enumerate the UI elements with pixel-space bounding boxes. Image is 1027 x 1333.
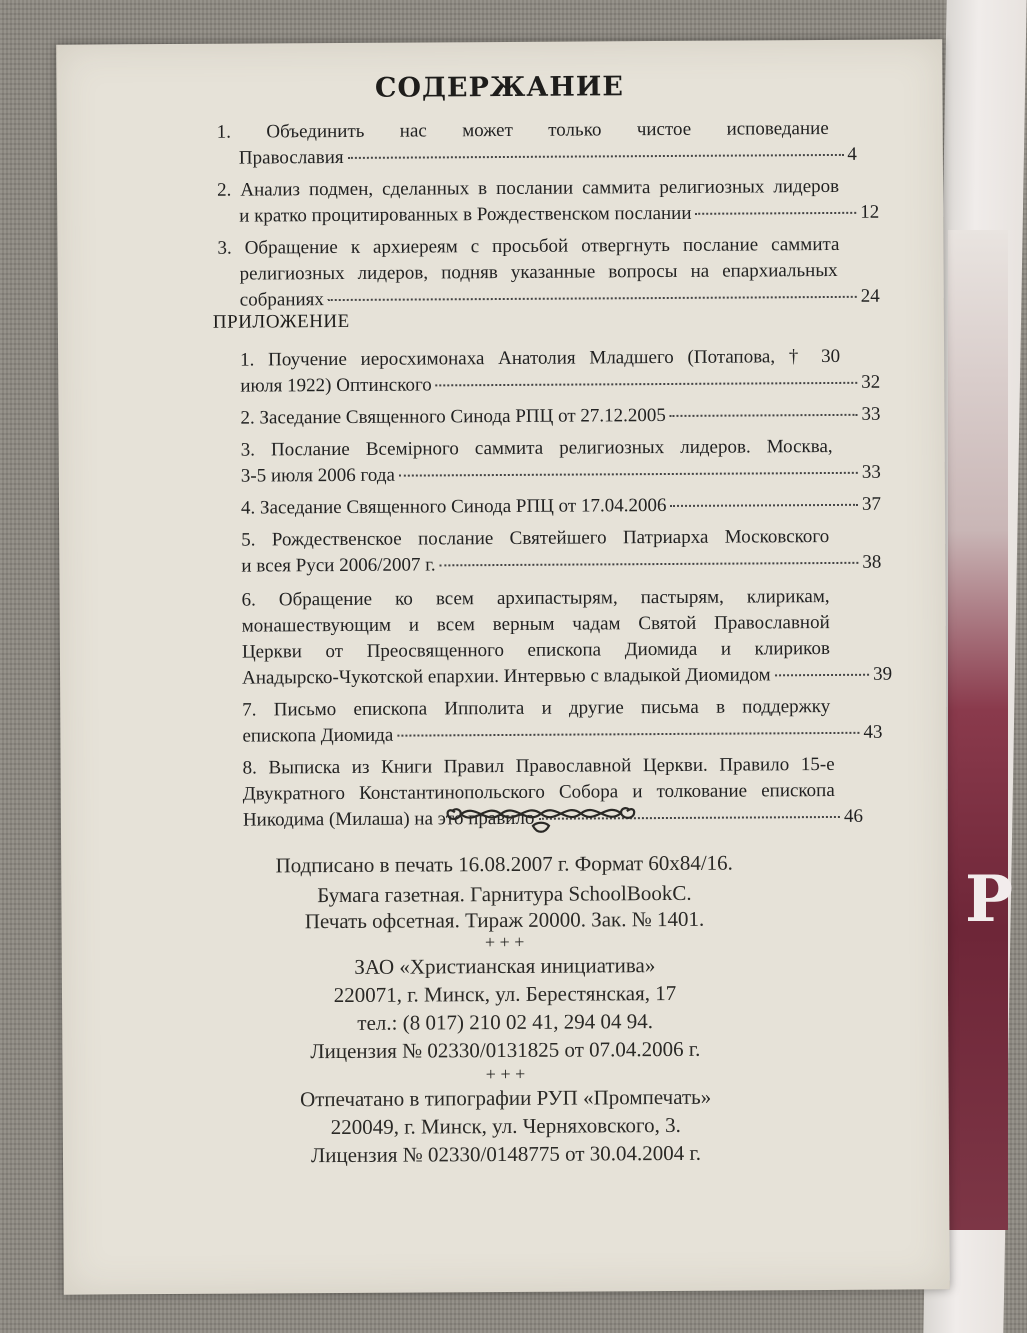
dot-leader — [695, 212, 856, 215]
appendix-item-6-text: Анадырско-Чукотской епархии. Интервью с владыкой Диомидом — [241, 664, 771, 689]
imprint-line-publisher: ЗАО «Христианская инициатива» — [354, 953, 656, 979]
appendix-heading: ПРИЛОЖЕНИЕ — [212, 310, 350, 333]
toc-item-2-text: и кратко процитированных в Рождественском послании — [239, 202, 692, 227]
appendix-item-1-line-1: 1. Поучение иеросхимонаха Анатолия Младшего (Потапова, † 30 — [240, 345, 841, 371]
dot-leader — [397, 732, 859, 737]
appendix-item-6-line-2: монашествующим и всем верным чадам Святой Православной — [241, 612, 830, 637]
appendix-item-5-last-line — [241, 552, 881, 578]
appendix-item-8-text: Никодима (Милаша) на это правило — [242, 807, 535, 831]
appendix-item-4-line — [241, 494, 881, 520]
toc-item-1-text: Православия — [238, 146, 344, 169]
appendix-item-4-text: 4. Заседание Священного Синода РПЦ от 17.04.2006 — [240, 494, 667, 519]
imprint-separator-1: + + + — [484, 931, 525, 953]
appendix-item-3-last-line — [241, 462, 881, 488]
toc-item-3-last-line — [240, 286, 880, 312]
appendix-item-3-text: 3-5 июля 2006 года — [240, 464, 395, 487]
appendix-item-5-page: 38 — [862, 551, 882, 573]
toc-item-2-line-1: 2. Анализ подмен, сделанных в послании саммита религиозных лидеров — [217, 175, 840, 201]
appendix-item-7-line-1: 7. Письмо епископа Ипполита и другие письма в поддержку — [242, 696, 831, 721]
appendix-item-8-line-1: 8. Выписка из Книги Правил Православной Церкви. Правило 15-е — [242, 753, 835, 779]
imprint-line-license-1: Лицензия № 02330/0131825 от 07.04.2006 г. — [310, 1036, 701, 1064]
appendix-item-8-page: 46 — [843, 805, 863, 827]
appendix-item-1-text: июля 1922) Оптинского — [240, 374, 432, 397]
toc-item-1-line-1: 1. Объединить нас может только чистое исповедание — [216, 118, 829, 143]
dot-leader — [440, 562, 859, 567]
appendix-item-3-line-1: 3. Послание Всемірного саммита религиозных лидеров. Москва, — [240, 435, 833, 461]
dot-leader — [670, 504, 858, 507]
appendix-item-7-last-line — [242, 722, 882, 748]
appendix-item-5-line-1: 5. Рождественское послание Святейшего Патриарха Московского — [241, 526, 830, 551]
toc-item-3-line-1: 3. Обращение к архиереям с просьбой отвергнуть послание саммита — [217, 233, 840, 259]
appendix-item-1-page: 32 — [861, 371, 881, 393]
toc-item-1-page: 4 — [847, 143, 857, 165]
appendix-item-2-text: 2. Заседание Священного Синода РПЦ от 27.12.2005 — [240, 405, 666, 429]
appendix-item-5-text: и всея Руси 2006/2007 г. — [241, 554, 436, 577]
dot-leader — [399, 472, 858, 477]
dot-leader — [348, 154, 844, 159]
imprint-line-printer-address: 220049, г. Минск, ул. Черняховского, 3. — [330, 1112, 681, 1140]
imprint-line-3: Печать офсетная. Тираж 20000. Зак. № 1401. — [304, 906, 705, 934]
appendix-item-6-last-line — [242, 664, 892, 690]
toc-title: СОДЕРЖАНИЕ — [374, 71, 625, 104]
appendix-item-2-page: 33 — [861, 403, 881, 425]
toc-item-3-text: собраниях — [239, 289, 324, 311]
dot-leader — [328, 296, 857, 301]
imprint-line-printer: Отпечатано в типографии РУП «Промпечать» — [299, 1084, 712, 1112]
appendix-item-3-page: 33 — [861, 461, 881, 483]
toc-item-3-page: 24 — [860, 285, 880, 307]
toc-item-1-last-line — [239, 144, 857, 170]
appendix-item-1-last-line — [240, 372, 880, 398]
cover-letters: Р — [965, 862, 1014, 937]
appendix-item-7-text: епископа Диомида — [242, 724, 394, 747]
appendix-item-8-line-2: Двукратного Константинопольского Собора и толкование епископа — [242, 779, 835, 805]
book-page — [56, 39, 950, 1294]
dot-leader — [670, 414, 858, 417]
dot-leader — [436, 382, 858, 387]
imprint-line-license-2: Лицензия № 02330/0148775 от 30.04.2004 г. — [310, 1140, 702, 1168]
imprint-line-address: 220071, г. Минск, ул. Берестянская, 17 — [333, 980, 677, 1008]
appendix-item-6-line-1: 6. Обращение ко всем архипастырям, пастырям, клирикам, — [241, 586, 830, 611]
appendix-item-2-line — [240, 404, 880, 430]
toc-item-2-page: 12 — [860, 201, 880, 223]
decorative-ornament — [441, 793, 641, 836]
dot-leader — [775, 674, 869, 677]
toc-item-2-last-line — [239, 202, 879, 228]
imprint-line-1: Подписано в печать 16.08.2007 г. Формат 60x84/16. — [275, 850, 733, 878]
cover-illustration — [948, 230, 1008, 1230]
imprint-line-2: Бумага газетная. Гарнитура SchoolBookC. — [317, 880, 692, 908]
imprint-separator-2: + + + — [485, 1063, 526, 1085]
appendix-item-4-page: 37 — [861, 493, 882, 515]
appendix-item-6-page: 39 — [872, 663, 893, 685]
imprint-line-phone: тел.: (8 017) 210 02 41, 294 04 94. — [357, 1009, 654, 1035]
appendix-item-6-line-3: Церкви от Преосвященного епископа Диомида и клириков — [241, 638, 830, 663]
toc-item-3-line-2: религиозных лидеров, подняв указанные вопросы на епархиальных — [239, 259, 838, 285]
appendix-item-7-page: 43 — [863, 721, 883, 743]
